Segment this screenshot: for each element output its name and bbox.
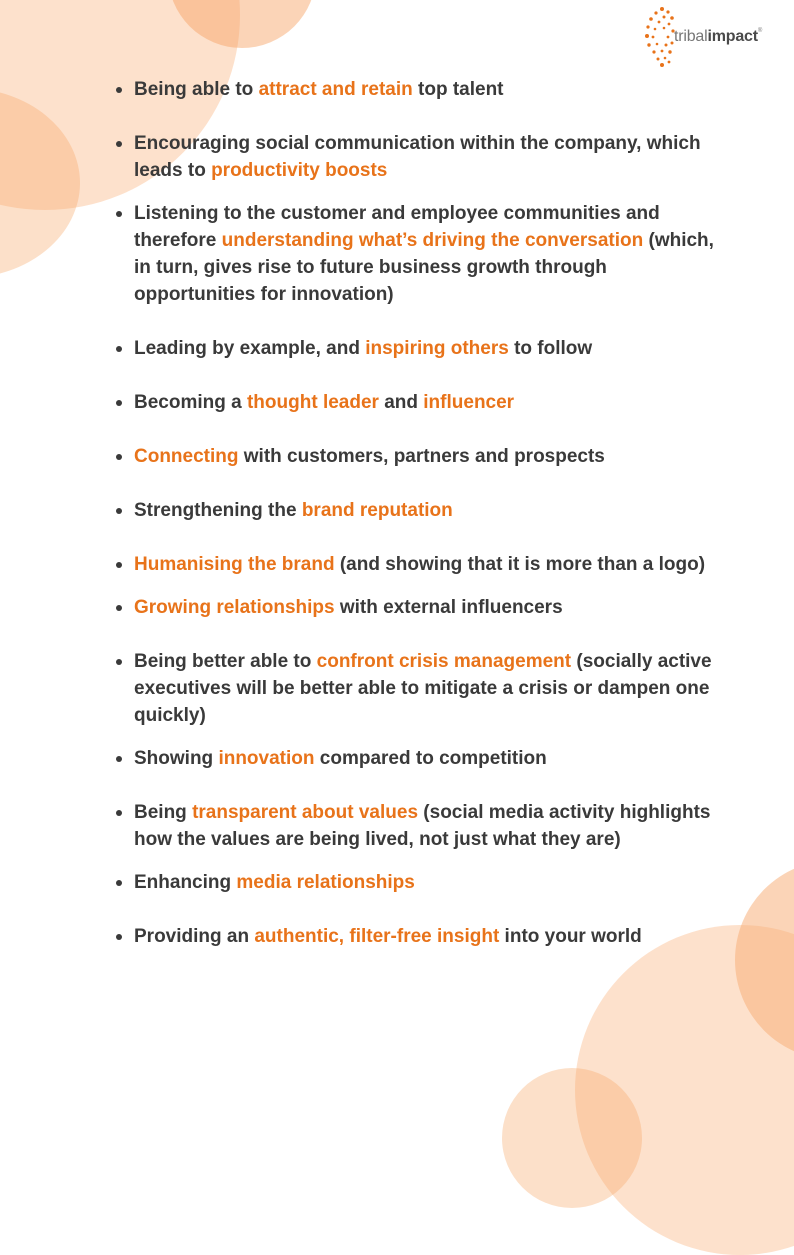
highlighted-text: understanding what’s driving the conversation — [221, 230, 644, 251]
highlighted-text: confront crisis management — [316, 651, 572, 672]
highlighted-text: innovation — [218, 748, 315, 769]
highlighted-text: productivity boosts — [211, 160, 388, 181]
benefit-item — [116, 130, 716, 184]
benefit-text: Strengthening the — [134, 500, 302, 521]
benefit-text: with customers, partners and prospects — [238, 446, 605, 467]
benefit-text: Being better able to — [134, 651, 317, 672]
benefit-text: Showing — [134, 748, 219, 769]
benefit-text: Being — [134, 802, 193, 823]
benefit-text: into your world — [499, 926, 642, 947]
benefit-item — [116, 745, 716, 772]
benefit-item — [116, 799, 716, 853]
benefit-text: Becoming a — [134, 392, 247, 413]
highlighted-text: authentic, filter-free insight — [254, 926, 500, 947]
benefit-text: top talent — [412, 79, 504, 100]
benefit-item — [116, 443, 716, 470]
highlighted-text: influencer — [423, 392, 515, 413]
benefit-item — [116, 869, 716, 896]
tribal-impact-logo — [644, 6, 784, 68]
benefit-item — [116, 923, 716, 950]
benefit-item — [116, 76, 716, 103]
highlighted-text: Connecting — [134, 446, 239, 467]
highlighted-text: thought leader — [246, 392, 379, 413]
benefit-text: and — [378, 392, 424, 413]
benefit-text: (and showing that it is more than a logo) — [334, 554, 706, 575]
benefits-list — [116, 76, 716, 950]
benefit-item — [116, 594, 716, 621]
benefit-text: (which, in turn, gives rise to future business growth through opportunities for innovation) — [134, 230, 714, 305]
benefit-text: Leading by example, and — [134, 338, 366, 359]
logo-wordmark: tribalimpact® — [674, 28, 763, 45]
decorative-circle-bottom — [502, 1068, 642, 1208]
benefit-item — [116, 389, 716, 416]
highlighted-text: attract and retain — [258, 79, 413, 100]
highlighted-text: Humanising the brand — [134, 554, 335, 575]
benefit-text: compared to competition — [314, 748, 547, 769]
benefit-text: Providing an — [134, 926, 255, 947]
benefit-text: to follow — [508, 338, 593, 359]
benefit-item — [116, 335, 716, 362]
benefit-item — [116, 648, 716, 729]
benefit-text: (socially active executives will be better able to mitigate a crisis or dampen one quickly) — [134, 651, 712, 726]
highlighted-text: brand reputation — [301, 500, 453, 521]
benefit-text: Encouraging social communication within the company, which leads to — [134, 133, 701, 181]
benefit-item — [116, 200, 716, 308]
benefit-text: Enhancing — [134, 872, 237, 893]
benefit-text: Being able to — [134, 79, 259, 100]
highlighted-text: Growing relationships — [134, 597, 335, 618]
benefit-text: with external influencers — [334, 597, 563, 618]
benefit-item — [116, 551, 716, 578]
benefit-text: Listening to the customer and employee communities and therefore — [134, 203, 660, 251]
highlighted-text: media relationships — [236, 872, 415, 893]
benefit-text: (social media activity highlights how the values are being lived, not just what they are) — [134, 802, 711, 850]
highlighted-text: transparent about values — [192, 802, 419, 823]
benefit-item — [116, 497, 716, 524]
highlighted-text: inspiring others — [365, 338, 509, 359]
